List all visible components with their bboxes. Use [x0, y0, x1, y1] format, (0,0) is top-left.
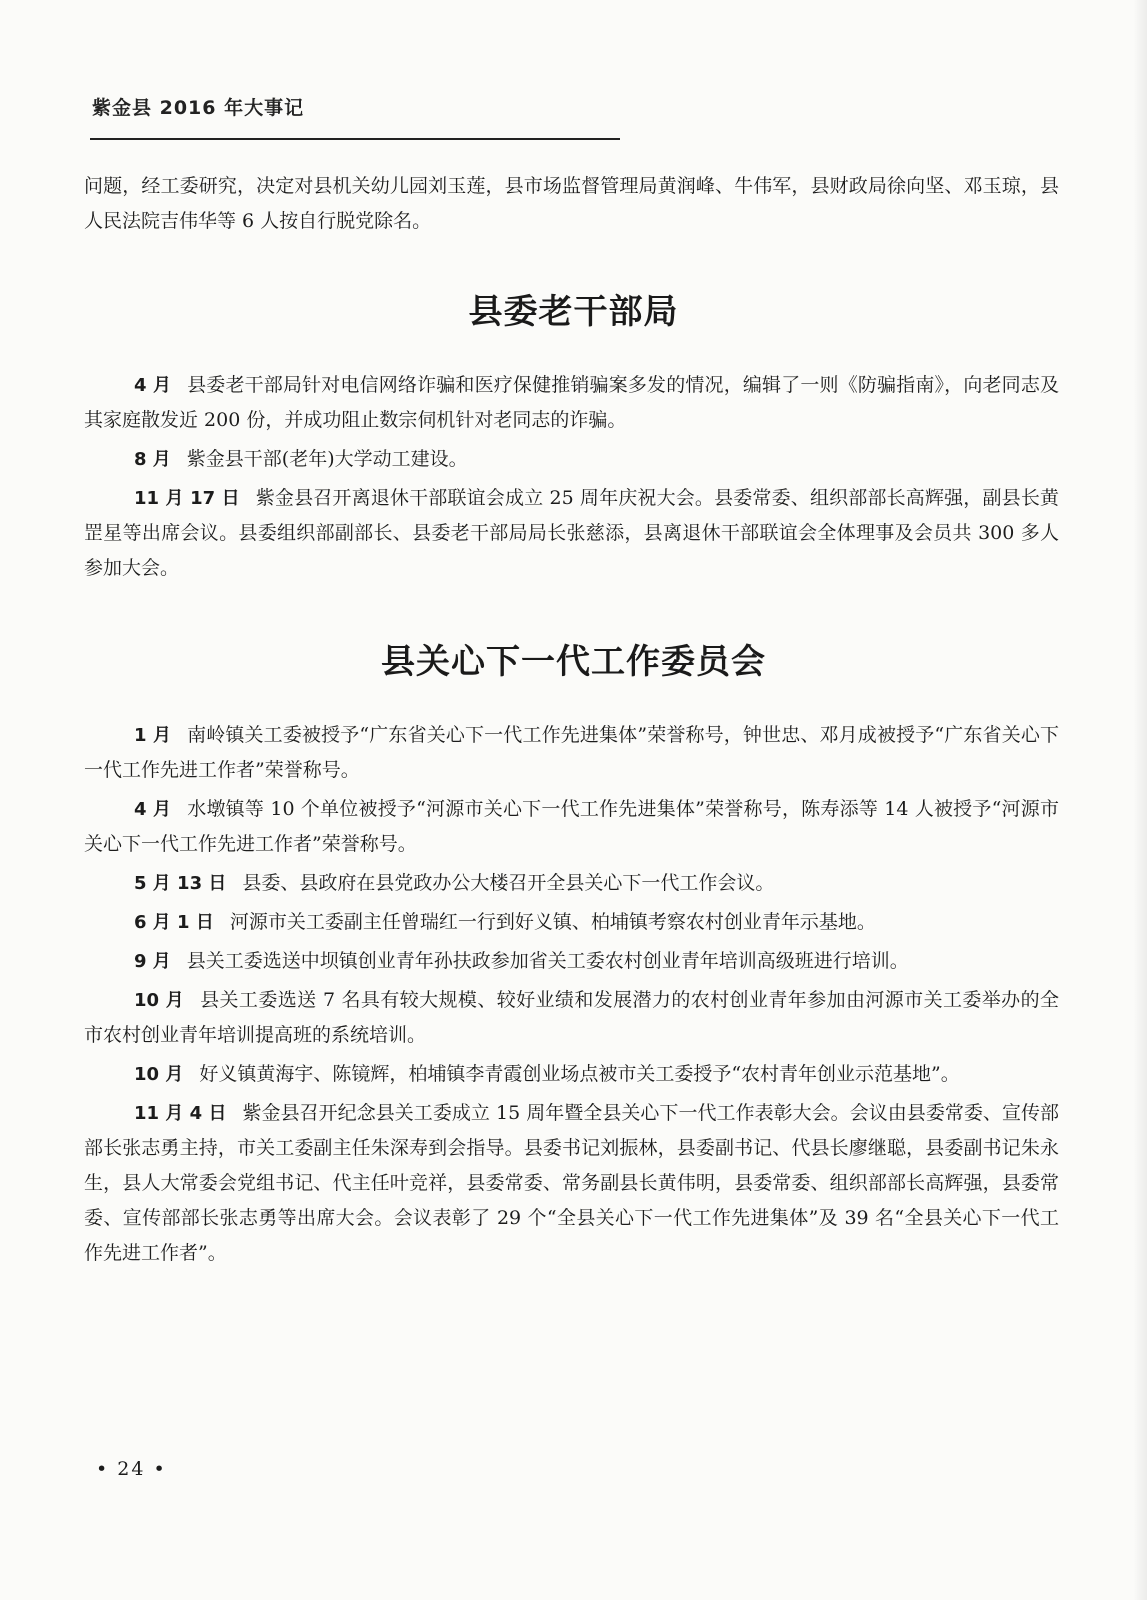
entry-date: 6 月 1 日	[134, 912, 214, 933]
entry-date: 4 月	[134, 799, 172, 820]
entry-date: 11 月 17 日	[134, 488, 240, 509]
entry-date: 10 月	[134, 1064, 184, 1085]
section-title: 县关心下一代工作委员会	[381, 642, 766, 682]
entry-text: 县关工委选送 7 名具有较大规模、较好业绩和发展潜力的农村创业青年参加由河源市关工委举办的全市农村创业青年培训提高班的系统培训。	[84, 989, 1059, 1046]
entry-paragraph	[84, 442, 1059, 477]
entry-date: 1 月	[134, 725, 172, 746]
entry-date: 5 月 13 日	[134, 873, 227, 894]
section-title: 县委老干部局	[468, 292, 679, 332]
entry-paragraph	[84, 792, 1059, 862]
entry-text: 好义镇黄海宇、陈镜辉，柏埔镇李青霞创业场点被市关工委授予“农村青年创业示范基地”。	[199, 1063, 960, 1085]
section-body	[84, 718, 1059, 1275]
entry-paragraph	[84, 368, 1059, 438]
entry-paragraph	[84, 1057, 1059, 1092]
section-body	[84, 368, 1059, 590]
entry-text: 县关工委选送中坝镇创业青年孙扶政参加省关工委农村创业青年培训高级班进行培训。	[186, 950, 909, 972]
entry-paragraph	[84, 905, 1059, 940]
entry-text: 县委老干部局针对电信网络诈骗和医疗保健推销骗案多发的情况，编辑了一则《防骗指南》，向老同志及其家庭散发近 200 份，并成功阻止数宗伺机针对老同志的诈骗。	[84, 374, 1059, 431]
intro-paragraph: 问题，经工委研究，决定对县机关幼儿园刘玉莲，县市场监督管理局黄润峰、牛伟军，县财政局徐向坚、邓玉琼，县人民法院吉伟华等 6 人按自行脱党除名。	[84, 175, 1059, 232]
entry-text: 紫金县召开纪念县关工委成立 15 周年暨全县关心下一代工作表彰大会。会议由县委常委、宣传部部长张志勇主持，市关工委副主任朱深寿到会指导。县委书记刘振林，县委副书记、代县长廖继聪，县委副书记朱永生，县人大常委会党组书记、代主任叶竞祥，县委常委、常务副县长黄伟明，县委常委、组织部部长高辉强，县委常委、宣传部部长张志勇等出席大会。会议表彰了 29 个“全县关心下一代工作先进集体”及 39 名“全县关心下一代工作先进工作者”。	[84, 1102, 1060, 1264]
intro-block	[84, 169, 1059, 243]
entry-text: 南岭镇关工委被授予“广东省关心下一代工作先进集体”荣誉称号，钟世忠、邓月成被授予“广东省关心下一代工作先进工作者”荣誉称号。	[84, 724, 1059, 781]
entry-paragraph	[84, 718, 1059, 788]
scan-edge-shadow	[1133, 0, 1147, 1600]
entry-text: 紫金县干部(老年)大学动工建设。	[186, 448, 468, 470]
page-number: • 24 •	[96, 1458, 167, 1480]
entry-date: 11 月 4 日	[134, 1103, 227, 1124]
entry-text: 水墩镇等 10 个单位被授予“河源市关心下一代工作先进集体”荣誉称号，陈寿添等 14 人被授予“河源市关心下一代工作先进工作者”荣誉称号。	[84, 798, 1059, 855]
entry-paragraph	[84, 1096, 1059, 1271]
entry-paragraph	[84, 866, 1059, 901]
running-head: 紫金县 2016 年大事记	[92, 97, 305, 119]
entry-paragraph	[84, 983, 1059, 1053]
entry-date: 9 月	[134, 951, 171, 972]
entry-text: 县委、县政府在县党政办公大楼召开全县关心下一代工作会议。	[242, 872, 775, 894]
entry-paragraph	[84, 481, 1059, 586]
entry-date: 4 月	[134, 375, 172, 396]
header-rule	[90, 138, 620, 140]
entry-text: 紫金县召开离退休干部联谊会成立 25 周年庆祝大会。县委常委、组织部部长高辉强，副县长黄罡星等出席会议。县委组织部副部长、县委老干部局局长张慈添，县离退休干部联谊会全体理事及会员共 300 多人参加大会。	[84, 487, 1059, 579]
entry-paragraph	[84, 944, 1059, 979]
entry-date: 8 月	[134, 449, 171, 470]
entry-date: 10 月	[134, 990, 185, 1011]
entry-text: 河源市关工委副主任曾瑞红一行到好义镇、柏埔镇考察农村创业青年示基地。	[229, 911, 876, 933]
